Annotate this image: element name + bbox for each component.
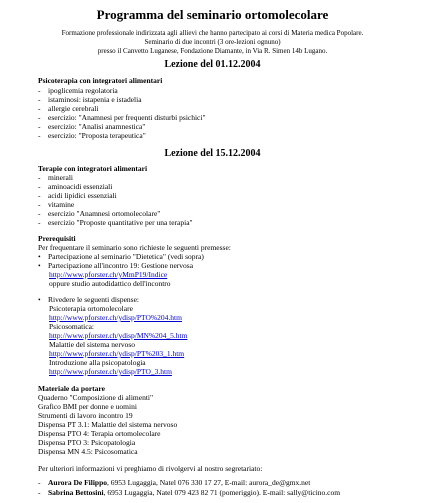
dispensa-link[interactable]: http://www.pforster.ch/ydisp/PT%203_1.htm — [49, 349, 185, 358]
list-item: Dispensa MN 4.5: Psicosomatica — [38, 447, 138, 456]
list-item: Grafico BMI per donne e uomini — [38, 402, 137, 411]
list-item: - vitamine — [38, 200, 75, 209]
contacts-intro: Per ulteriori informazioni vi preghiamo di rivolgervi al nostro segretariato: — [38, 464, 263, 473]
list-item: - allergie cerebrali — [38, 104, 99, 113]
contact-details: , 6953 Lugaggia, Natel 076 330 17 27, E-mail: aurora_de@gmx.net — [107, 478, 311, 487]
intro-line-1: Formazione professionale indirizzata agli allievi che hanno partecipato ai corsi di Materia medica Popolare. — [61, 29, 364, 37]
dispensa-label: Introduzione alla psicopatologia — [49, 358, 146, 367]
dispensa-label: Psicosomatica: — [49, 322, 94, 331]
list-item: - aminoacidi essenziali — [38, 182, 113, 191]
dispensa-label: Psicoterapia ortomolecolare — [49, 304, 133, 313]
list-item: Dispensa PTO 3: Psicopatologia — [38, 438, 136, 447]
intro-line-3: presso il Canvetto Luganese, Fondazione Diamante, in Via R. Simen 14b Lugano. — [97, 47, 328, 55]
prereq-intro: Per frequentare il seminario sono richieste le seguenti premesse: — [38, 243, 231, 252]
list-item: - esercizio "Proposte quantitative per una terapia" — [38, 218, 193, 227]
prereq-link-indice[interactable]: http://www.pforster.ch/yMmP19/Indice — [49, 270, 168, 279]
dispensa-link[interactable]: http://www.pforster.ch/ydisp/MN%204_5.htm — [49, 331, 188, 340]
lesson1-heading: Lezione del 01.12.2004 — [164, 59, 261, 70]
page-title: Programma del seminario ortomolecolare — [96, 7, 329, 22]
list-item: Quaderno "Composizione di alimenti" — [38, 393, 154, 402]
contact-item: - Aurora De Filippo, 6953 Lugaggia, Natel 076 330 17 27, E-mail: aurora_de@gmx.net — [38, 478, 311, 487]
contact-name: Sabrina Bettosini — [48, 488, 104, 497]
list-item: - esercizio "Anamnesi ortomolecolare" — [38, 209, 161, 218]
list-item: - minerali — [38, 173, 73, 182]
intro-line-2: Seminario di due incontri (3 ore-lezioni ognuno) — [144, 38, 281, 46]
dispensa-label: Malattie del sistema nervoso — [49, 340, 136, 349]
lesson2-heading: Lezione del 15.12.2004 — [164, 148, 261, 159]
materiale-heading: Materiale da portare — [38, 384, 105, 393]
contact-name: Aurora De Filippo — [48, 478, 108, 487]
list-item: - istaminosi: istapenia e istadelia — [38, 95, 142, 104]
list-item: Strumenti di lavoro incontro 19 — [38, 411, 133, 420]
list-item: - esercizio: "Anamnesi per frequenti disturbi psichici" — [38, 113, 206, 122]
contact-item: - Sabrina Bettosini, 6953 Lugaggia, Natel 079 423 82 71 (pomeriggio). E-mail: sally@ticino.com — [38, 488, 341, 497]
list-item: - ipoglicemia regolatoria — [38, 86, 118, 95]
contact-details: , 6953 Lugaggia, Natel 079 423 82 71 (pomeriggio). E-mail: sally@ticino.com — [103, 488, 341, 497]
prereq-note: oppure studio autodidattico dell'incontro — [49, 279, 171, 288]
list-item: • Partecipazione al seminario "Dietetica" (vedi sopra) — [38, 252, 204, 261]
list-item: • Rivedere le seguenti dispense: — [38, 295, 140, 304]
dispensa-link[interactable]: http://www.pforster.ch/ydisp/PTO_3.htm — [49, 367, 172, 376]
lesson2-topic: Terapie con integratori alimentari — [38, 164, 148, 173]
list-item: • Partecipazione all'incontro 19: Gestione nervosa — [38, 261, 194, 270]
list-item: Dispensa PTO 4: Terapia ortomolecolare — [38, 429, 161, 438]
list-item: Dispensa PT 3.1: Malattie del sistema nervoso — [38, 420, 178, 429]
list-item: - acidi lipidici essenziali — [38, 191, 117, 200]
list-item: - esercizio: "Proposta terapeutica" — [38, 131, 146, 140]
prereq-heading: Prerequisiti — [38, 234, 76, 243]
dispensa-link[interactable]: http://www.pforster.ch/ydisp/PTO%204.htm — [49, 313, 182, 322]
lesson1-topic: Psicoterapia con integratori alimentari — [38, 76, 163, 85]
list-item: - esercizio: "Analisi anamnestica" — [38, 122, 146, 131]
